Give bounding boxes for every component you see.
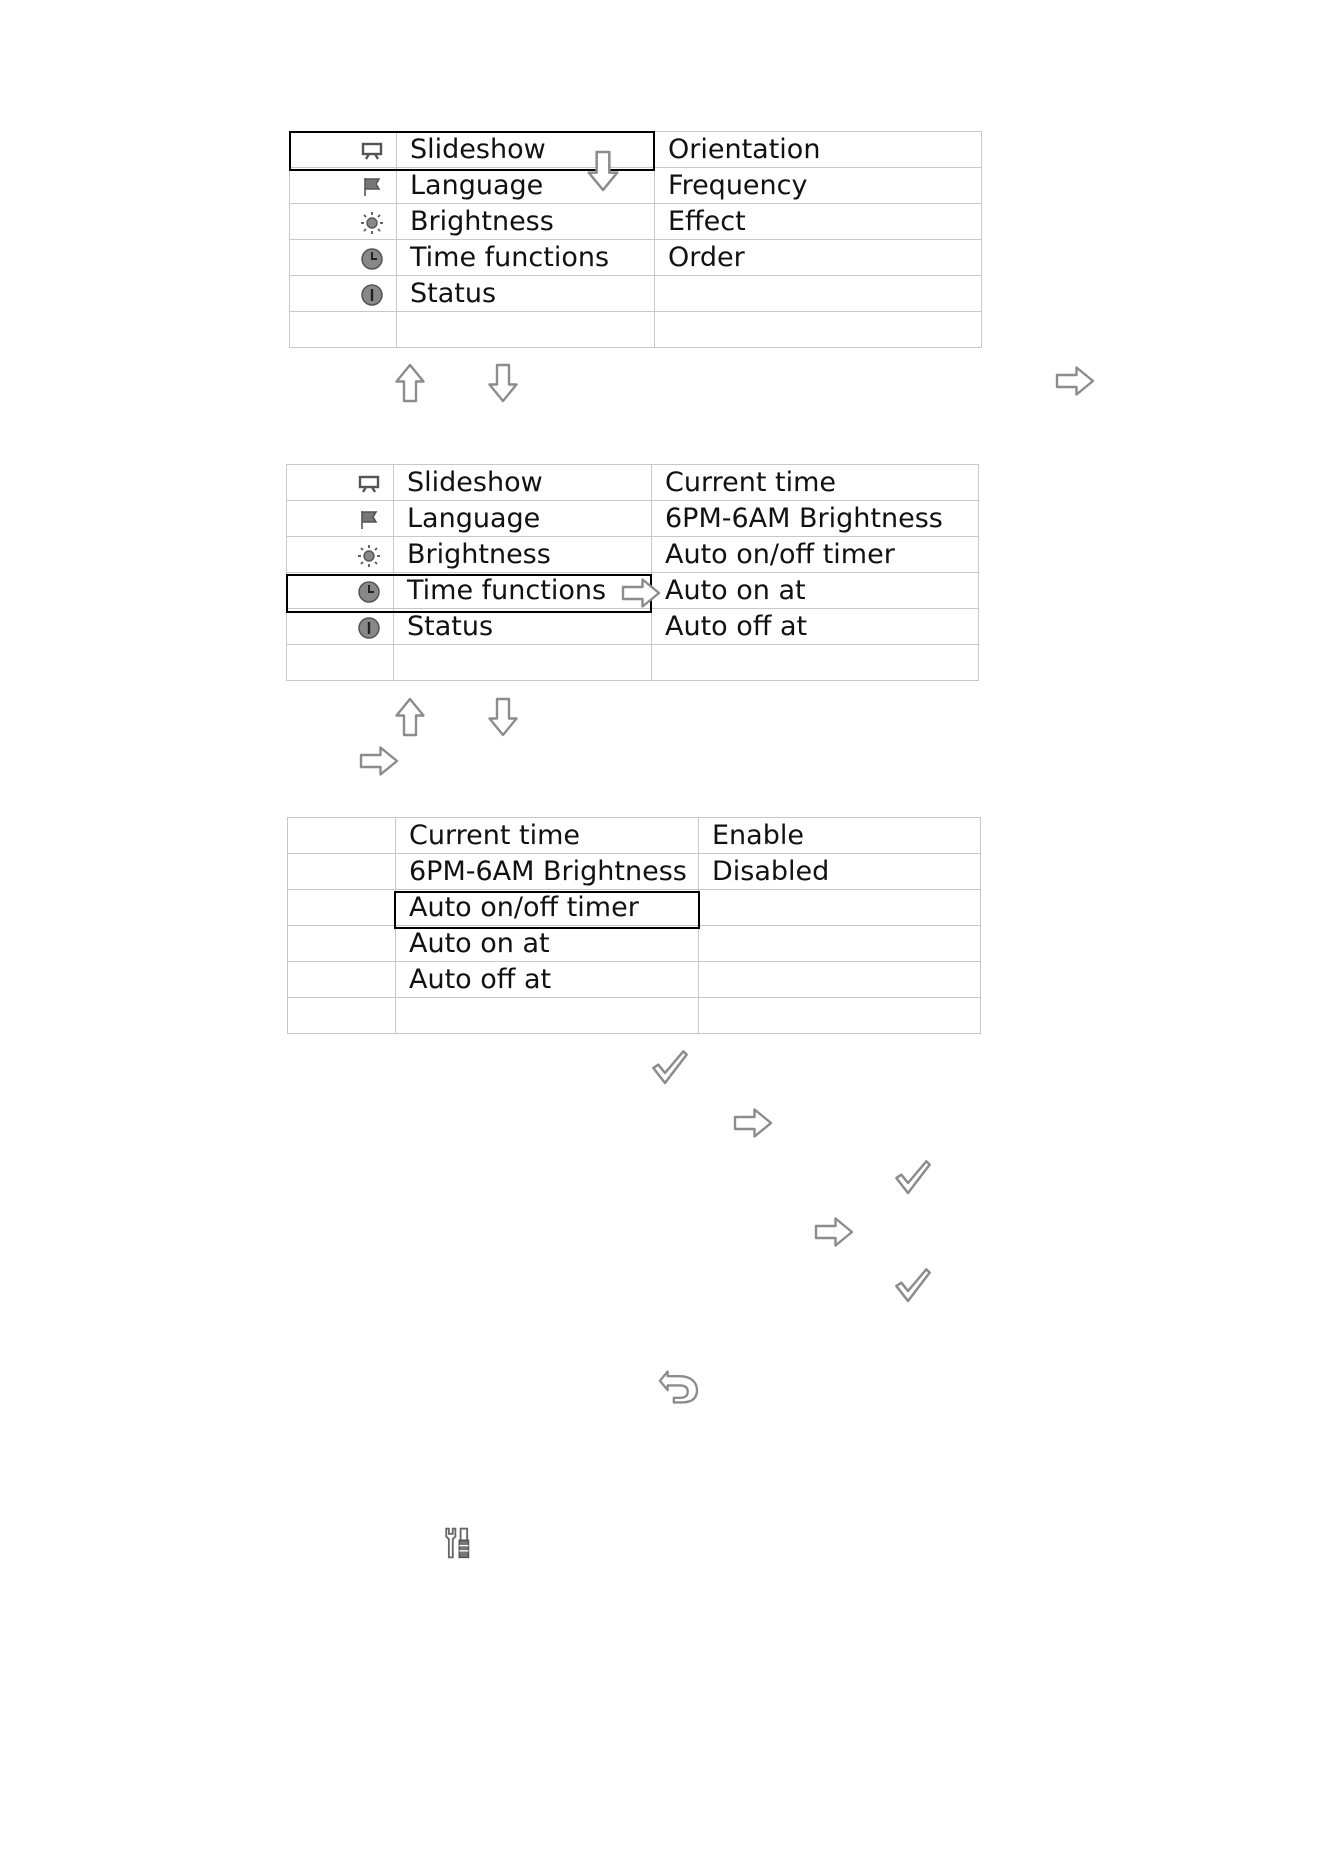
menu-table-2 [286,464,979,681]
arrow-right-icon [813,1215,855,1249]
submenu-item-label[interactable]: Frequency [655,168,982,204]
submenu-item-label[interactable]: Order [655,240,982,276]
submenu-item-label[interactable]: Auto off at [652,609,979,645]
table-row[interactable] [290,276,982,312]
menu-item-label[interactable]: Auto on at [396,926,699,962]
arrow-down-icon [485,696,521,738]
arrow-down-icon [485,362,521,404]
checkmark-icon [893,1266,933,1306]
flag-icon [357,508,381,532]
table-row[interactable] [288,854,981,890]
arrow-right-icon [620,576,662,610]
menu-item-label[interactable]: Time functions [394,573,652,609]
option-label[interactable] [699,926,981,962]
menu-item-label[interactable]: Brightness [394,537,652,573]
clock-icon [357,580,381,604]
menu-item-label[interactable]: Slideshow [394,465,652,501]
menu-item-label[interactable]: Slideshow [397,132,655,168]
menu-item-label[interactable]: Status [394,609,652,645]
clock-icon [360,247,384,271]
table-row[interactable] [288,926,981,962]
menu-table-3 [287,817,981,1034]
menu-item-label[interactable]: Current time [396,818,699,854]
arrow-up-icon [392,362,428,404]
info-icon [360,283,384,307]
arrow-right-icon [358,744,400,778]
submenu-item-label[interactable]: Orientation [655,132,982,168]
settings-tools-icon [442,1526,474,1560]
arrow-right-icon [1054,364,1096,398]
flag-icon [360,175,384,199]
submenu-item-label[interactable] [655,276,982,312]
option-label[interactable] [699,890,981,926]
sun-icon [360,211,384,235]
back-icon [658,1370,702,1404]
table-row[interactable] [290,240,982,276]
table-row[interactable] [287,501,979,537]
slideshow-icon [360,139,384,163]
menu-item-label[interactable]: Language [397,168,655,204]
arrow-up-icon [392,696,428,738]
table-row[interactable] [287,609,979,645]
sun-icon [357,544,381,568]
submenu-item-label[interactable]: Current time [652,465,979,501]
table-row[interactable] [290,132,982,168]
menu-item-label[interactable]: 6PM-6AM Brightness [396,854,699,890]
table-row[interactable] [287,465,979,501]
option-label[interactable]: Disabled [699,854,981,890]
menu-table-1 [289,131,982,348]
table-row [290,312,982,348]
slideshow-icon [357,472,381,496]
checkmark-icon [893,1158,933,1198]
checkmark-icon [650,1048,690,1088]
table-row[interactable] [290,204,982,240]
table-row [287,645,979,681]
table-row[interactable] [288,890,981,926]
menu-item-label[interactable]: Time functions [397,240,655,276]
submenu-item-label[interactable]: Auto on/off timer [652,537,979,573]
table-row[interactable] [288,818,981,854]
menu-item-label[interactable]: Auto on/off timer [396,890,699,926]
menu-item-label[interactable]: Auto off at [396,962,699,998]
option-label[interactable] [699,962,981,998]
menu-item-label[interactable]: Brightness [397,204,655,240]
table-row[interactable] [287,537,979,573]
arrow-right-icon [732,1106,774,1140]
table-row[interactable] [290,168,982,204]
info-icon [357,616,381,640]
table-row[interactable] [288,962,981,998]
submenu-item-label[interactable]: 6PM-6AM Brightness [652,501,979,537]
menu-item-label[interactable]: Language [394,501,652,537]
menu-item-label[interactable]: Status [397,276,655,312]
arrow-down-icon [584,148,622,194]
submenu-item-label[interactable]: Auto on at [652,573,979,609]
submenu-item-label[interactable]: Effect [655,204,982,240]
table-row [288,998,981,1034]
option-label[interactable]: Enable [699,818,981,854]
